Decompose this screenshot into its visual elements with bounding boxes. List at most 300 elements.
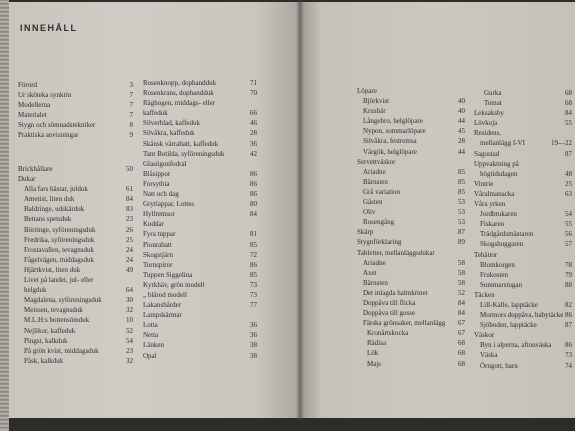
entry-title: Hjärtkvist, liten duk	[24, 265, 81, 274]
entry-title: högtidsdagen	[480, 169, 518, 178]
contents-entry	[143, 250, 257, 260]
entry-page-number: 54	[126, 336, 133, 345]
contents-entry	[18, 245, 133, 255]
contents-entry	[474, 361, 572, 371]
entry-page-number: 72	[250, 250, 257, 259]
contents-entry	[18, 164, 133, 174]
contents-entry	[18, 110, 133, 120]
entry-title: Meissen, tevagnsduk	[24, 306, 83, 315]
contents-entry	[474, 179, 572, 189]
contents-entry	[357, 227, 465, 237]
entry-page-number: 80	[250, 200, 257, 209]
contents-entry	[18, 90, 133, 100]
contents-entry	[18, 225, 133, 235]
entry-page-number: 56	[565, 230, 572, 239]
entry-page-number: 30	[126, 296, 133, 305]
entry-page-number: 23	[126, 215, 133, 224]
contents-entry	[18, 184, 133, 194]
entry-title: Vintrie	[474, 179, 494, 188]
entry-title: Lotta	[143, 321, 158, 330]
contents-entry	[357, 147, 465, 157]
entry-page-number: 49	[126, 265, 133, 274]
contents-entry	[474, 219, 572, 229]
entry-title: Netta	[143, 331, 159, 340]
contents-entry	[143, 78, 257, 88]
entry-page-number: 81	[250, 230, 257, 239]
contents-entry	[143, 260, 257, 270]
entry-title: Fågelvägen, middagsduk	[24, 255, 94, 264]
entry-title: Örngott, barn	[480, 361, 518, 370]
contents-entry	[474, 229, 572, 239]
contents-entry	[18, 130, 133, 140]
entry-page-number: 42	[250, 149, 257, 158]
entry-title: Blomkorgen	[480, 260, 515, 269]
entry-page-number: 57	[565, 240, 572, 249]
entry-title: Doppåva till gosse	[363, 309, 416, 318]
entry-title: Servettväskor	[357, 157, 396, 166]
entry-title: Kuddar	[143, 220, 164, 229]
entry-page-number: 82	[565, 300, 572, 309]
contents-entry	[18, 326, 133, 336]
contents-entry	[474, 149, 572, 159]
entry-page-number: 58	[458, 278, 465, 287]
contents-entry	[18, 235, 133, 245]
entry-title: Krusbär	[363, 107, 386, 116]
contents-entry	[143, 240, 257, 250]
contents-entry	[474, 88, 572, 98]
entry-title: Tomat	[484, 99, 502, 108]
contents-entry	[357, 106, 465, 116]
entry-page-number: 68	[458, 349, 465, 358]
contents-entry	[474, 138, 572, 148]
entry-title: Vårgök, helglöpare	[363, 147, 417, 156]
contents-entry	[474, 189, 572, 199]
entry-title: Ariadne	[363, 258, 386, 267]
entry-page-number: 36	[250, 139, 257, 148]
entry-page-number: 77	[250, 301, 257, 310]
entry-page-number: 83	[126, 205, 133, 214]
entry-title: Lampskärmar	[143, 311, 182, 320]
entry-page-number: 78	[565, 260, 572, 269]
entry-page-number: 84	[250, 210, 257, 219]
entry-page-number: 7	[129, 111, 133, 120]
entry-title: mellanlägg I-VI	[480, 139, 525, 148]
entry-page-number: 36	[250, 321, 257, 330]
entry-page-number: 54	[565, 210, 572, 219]
contents-entry	[474, 199, 572, 209]
contents-entry	[143, 149, 257, 159]
entry-page-number: 24	[126, 245, 133, 254]
entry-title: Pionrabatt	[143, 240, 172, 249]
entry-title: Bettans spetsduk	[24, 215, 72, 224]
entry-page-number: 32	[126, 306, 133, 315]
contents-entry	[143, 300, 257, 310]
entry-title: Materialet	[18, 111, 47, 120]
entry-title: Det inlagda halmkrinet	[363, 288, 428, 297]
entry-title: Tabletter, mellanläggsdukar	[357, 248, 435, 257]
entry-title: Stygnförklaring	[357, 238, 402, 247]
contents-entry	[18, 356, 133, 366]
contents-entry	[357, 167, 465, 177]
entry-title: „ blårod modell	[143, 290, 187, 299]
entry-title: Forsythia	[143, 179, 170, 188]
entry-page-number: 19—22	[551, 139, 572, 148]
entry-title: Jordbrukaren	[480, 210, 517, 219]
contents-entry	[143, 199, 257, 209]
entry-page-number: 87	[458, 228, 465, 237]
entry-page-number: 67	[458, 319, 465, 328]
entry-title: M.L.H:s bottensömduk	[24, 316, 90, 325]
contents-entry	[18, 174, 133, 184]
entry-title: Täcken	[474, 290, 495, 299]
entry-title: Oliv	[363, 208, 376, 217]
contents-entry	[18, 275, 133, 285]
contents-entry	[357, 217, 465, 227]
entry-page-number: 85	[250, 270, 257, 279]
entry-title: Modellerna	[18, 101, 51, 110]
entry-title: Påsk, kalkduk	[24, 356, 64, 365]
contents-entry	[143, 98, 257, 108]
entry-page-number: 52	[458, 288, 465, 297]
contents-entry	[357, 298, 465, 308]
entry-title: Nejlikor, kaffeduk	[24, 326, 76, 335]
entry-title: Skärp	[357, 228, 374, 237]
entry-title: Fredrika, syföreningsduk	[24, 235, 95, 244]
contents-entry	[18, 80, 133, 90]
entry-title: Alla fars hästar, julduk	[24, 185, 88, 194]
contents-entry	[143, 159, 257, 169]
entry-title: Skogstjärn	[143, 250, 173, 259]
contents-entry	[357, 348, 465, 358]
entry-title: Väskor	[474, 331, 495, 340]
contents-entry	[18, 285, 133, 295]
entry-page-number: 38	[250, 351, 257, 360]
entry-title: Frukosten	[480, 270, 508, 279]
contents-entry	[474, 340, 572, 350]
entry-title: Tehättor	[474, 250, 498, 259]
entry-page-number: 86	[250, 169, 257, 178]
contents-entry	[474, 290, 572, 300]
entry-page-number: 7	[129, 101, 133, 110]
entry-page-number: 84	[565, 109, 572, 118]
contents-entry	[143, 280, 257, 290]
contents-entry	[474, 300, 572, 310]
contents-entry	[143, 219, 257, 229]
contents-entry	[143, 270, 257, 280]
entry-page-number: 63	[565, 189, 572, 198]
contents-entry	[357, 136, 465, 146]
entry-title: Skånsk vårrabatt, kaffeduk	[143, 139, 219, 148]
contents-entry	[18, 346, 133, 356]
entry-title: Grytlappar, Lottes	[143, 200, 195, 209]
entry-title: Börringe, syföreningsduk	[24, 225, 96, 234]
entry-title: Trädgårdsmästaren	[480, 230, 534, 239]
entry-title: Färska grönsaker, mellanlägg	[363, 319, 446, 328]
entry-page-number: 24	[126, 255, 133, 264]
contents-entry	[474, 310, 572, 320]
entry-page-number: 9	[129, 131, 133, 140]
entry-page-number: 84	[126, 195, 133, 204]
entry-page-number: 84	[458, 298, 465, 307]
entry-title: Sjöboden, lapptäcke	[480, 321, 537, 330]
contents-entry	[18, 120, 133, 130]
entry-title: Silvåkra, kaffeduk	[143, 129, 195, 138]
entry-title: kaffeduk	[143, 109, 168, 118]
contents-entry	[143, 189, 257, 199]
contents-entry	[357, 359, 465, 369]
entry-page-number: 7	[129, 91, 133, 100]
entry-title: Mormors doppåva, babytäcke	[480, 311, 564, 320]
entry-page-number: 68	[458, 359, 465, 368]
entry-title: Ariadne	[363, 167, 386, 176]
page-gutter	[296, 0, 304, 420]
entry-title: Bärnsten	[363, 278, 388, 287]
contents-entry	[474, 350, 572, 360]
contents-entry	[357, 328, 465, 338]
entry-page-number: 67	[458, 329, 465, 338]
entry-page-number: 23	[126, 346, 133, 355]
entry-title: Majs	[367, 359, 381, 368]
entry-page-number: 50	[126, 165, 133, 173]
entry-title: Tuppen Siggelina	[143, 270, 193, 279]
entry-page-number: 85	[458, 167, 465, 176]
entry-title: Doppåva till flicka	[363, 298, 416, 307]
entry-page-number: 53	[458, 208, 465, 217]
contents-entry	[357, 207, 465, 217]
entry-title: Residens,	[474, 129, 502, 138]
contents-entry	[357, 268, 465, 278]
entry-page-number: 45	[458, 127, 465, 136]
contents-column-2	[143, 78, 257, 361]
contents-column-4	[474, 88, 572, 371]
entry-title: Bärnsten	[363, 177, 388, 186]
entry-title: Kronärtskocka	[367, 329, 409, 338]
entry-title: Kyrkhäv, grön modell	[143, 280, 205, 289]
contents-entry	[357, 116, 465, 126]
entry-title: Praktiska anvisningar	[18, 131, 79, 140]
contents-entry	[357, 197, 465, 207]
contents-entry	[143, 128, 257, 138]
entry-page-number: 40	[458, 97, 465, 106]
entry-page-number: 52	[126, 326, 133, 335]
entry-page-number: 68	[458, 339, 465, 348]
entry-page-number: 85	[458, 177, 465, 186]
entry-title: Gåsten	[363, 198, 383, 207]
entry-page-number: 28	[458, 137, 465, 146]
contents-entry	[143, 330, 257, 340]
entry-page-number: 87	[565, 321, 572, 330]
contents-entry	[474, 98, 572, 108]
entry-title: Rädisa	[367, 339, 387, 348]
entry-title: Leksaksby	[474, 109, 504, 118]
contents-entry	[143, 290, 257, 300]
contents-entry	[18, 255, 133, 265]
entry-page-number: 44	[458, 147, 465, 156]
contents-entry	[357, 86, 465, 96]
contents-entry	[143, 209, 257, 219]
contents-entry	[143, 88, 257, 98]
contents-entry	[143, 310, 257, 320]
entry-page-number: 88	[565, 280, 572, 289]
entry-page-number: 10	[126, 316, 133, 325]
contents-entry	[143, 340, 257, 350]
book-binding	[0, 0, 9, 431]
contents-entry	[18, 305, 133, 315]
entry-title: Natt och dag	[143, 190, 179, 199]
entry-title: Byn i alperna, aftonväska	[480, 341, 552, 350]
entry-title: Sommarstugan	[480, 280, 522, 289]
contents-entry	[474, 330, 572, 340]
entry-title: Löpare	[357, 87, 377, 95]
contents-entry	[357, 237, 465, 247]
entry-title: Pingst, kalkduk	[24, 336, 68, 345]
contents-entry	[474, 320, 572, 330]
entry-page-number: 48	[565, 169, 572, 178]
entry-page-number: 68	[565, 89, 572, 97]
entry-title: Frostavallen, tevagnsduk	[24, 245, 94, 254]
entry-title: Baldringe, udskärduk	[24, 205, 85, 214]
contents-entry	[474, 250, 572, 260]
contents-entry	[357, 177, 465, 187]
entry-page-number: 3	[129, 81, 133, 89]
entry-title: På grön kvist, middagsduk	[24, 346, 99, 355]
entry-title: Stygn och sömnadstekniker	[18, 121, 96, 130]
contents-entry	[357, 338, 465, 348]
contents-entry	[18, 315, 133, 325]
entry-title: Lakansbårder	[143, 301, 182, 310]
entry-title: Väska	[480, 351, 498, 360]
contents-entry	[357, 248, 465, 258]
entry-title: Livet på landet, jul- eller	[24, 276, 94, 285]
entry-title: Axet	[363, 268, 377, 277]
entry-title: Blåsippor	[143, 169, 171, 178]
contents-entry	[474, 270, 572, 280]
entry-page-number: 86	[565, 311, 572, 320]
entry-page-number: 61	[126, 185, 133, 194]
entry-page-number: 73	[250, 280, 257, 289]
contents-entry	[143, 139, 257, 149]
entry-page-number: 46	[250, 119, 257, 128]
contents-entry	[18, 265, 133, 275]
contents-entry	[474, 118, 572, 128]
contents-entry	[143, 320, 257, 330]
entry-title: Räghogen, middags- eller	[143, 99, 216, 108]
entry-page-number: 64	[126, 286, 133, 295]
entry-page-number: 86	[565, 341, 572, 350]
contents-entry	[474, 169, 572, 179]
contents-heading: INNEHÅLL	[20, 23, 78, 33]
entry-title: Uppvaktning på	[474, 159, 519, 168]
entry-title: Våralmanacka	[474, 189, 515, 198]
contents-entry	[474, 280, 572, 290]
entry-page-number: 73	[250, 290, 257, 299]
contents-entry	[357, 258, 465, 268]
entry-page-number: 85	[250, 240, 257, 249]
contents-entry	[143, 351, 257, 361]
entry-page-number: 58	[458, 268, 465, 277]
entry-page-number: 84	[458, 309, 465, 318]
entry-page-number: 74	[565, 361, 572, 370]
contents-entry	[18, 204, 133, 214]
contents-entry	[357, 288, 465, 298]
contents-entry	[357, 157, 465, 167]
entry-title: Brickhållare	[18, 165, 53, 173]
entry-page-number: 87	[565, 149, 572, 158]
entry-title: Rosenknopp, dophandduk	[143, 79, 217, 87]
contents-entry	[143, 169, 257, 179]
entry-title: Magdalena, syföreningsduk	[24, 296, 102, 305]
contents-entry	[357, 278, 465, 288]
contents-entry	[474, 159, 572, 169]
entry-page-number: 71	[250, 79, 257, 87]
contents-entry	[143, 108, 257, 118]
entry-title: Tornspiror	[143, 260, 173, 269]
contents-entry	[474, 128, 572, 138]
contents-entry	[143, 118, 257, 128]
contents-entry	[18, 336, 133, 346]
entry-page-number: 86	[250, 190, 257, 199]
entry-page-number: 40	[458, 107, 465, 116]
entry-page-number: 70	[250, 89, 257, 98]
entry-page-number: 44	[458, 117, 465, 126]
entry-title: Opal	[143, 351, 157, 360]
entry-page-number: 8	[129, 121, 133, 130]
entry-title: helgduk	[24, 286, 47, 295]
entry-page-number: 38	[250, 341, 257, 350]
entry-title: Fiskaren	[480, 220, 505, 229]
entry-title: Länken	[143, 341, 164, 350]
entry-title: Långebro, helglöpare	[363, 117, 423, 126]
entry-title: Hyllremsor	[143, 210, 175, 219]
entry-title: Lövkoja	[474, 119, 498, 128]
contents-entry	[357, 187, 465, 197]
entry-title: Fyra tuppar	[143, 230, 176, 239]
entry-title: Gurka	[484, 89, 502, 97]
contents-entry	[143, 229, 257, 239]
entry-page-number: 55	[565, 119, 572, 128]
contents-column-1a	[18, 80, 133, 141]
entry-title: Nypon, sommarlöpare	[363, 127, 426, 136]
entry-title: Rosengång	[363, 218, 395, 227]
entry-page-number: 25	[126, 235, 133, 244]
contents-entry	[143, 179, 257, 189]
entry-page-number: 28	[250, 129, 257, 138]
contents-entry	[357, 96, 465, 106]
contents-entry	[357, 308, 465, 318]
entry-page-number: 36	[250, 331, 257, 340]
entry-title: Lök	[367, 349, 379, 358]
entry-title: Silverblad, kaffeduk	[143, 119, 201, 128]
entry-title: Lill-Kalle, lapptäcke	[480, 300, 538, 309]
entry-title: Dukar	[18, 175, 36, 184]
entry-page-number: 25	[565, 179, 572, 188]
entry-page-number: 58	[458, 258, 465, 267]
entry-page-number: 26	[126, 225, 133, 234]
contents-entry	[474, 108, 572, 118]
entry-title: Ur sköteka synkrin	[18, 91, 72, 100]
entry-title: Rosenkrans, dophandduk	[143, 89, 214, 98]
entry-page-number: 53	[458, 198, 465, 207]
entry-page-number: 79	[565, 270, 572, 279]
entry-title: Björkvist	[363, 97, 390, 106]
contents-column-1b	[18, 164, 133, 366]
contents-entry	[18, 295, 133, 305]
contents-entry	[18, 100, 133, 110]
entry-title: Tant Botilda, syföreningsduk	[143, 149, 225, 158]
contents-entry	[474, 239, 572, 249]
contents-column-3	[357, 86, 465, 369]
entry-title: Glasögonfodral	[143, 159, 187, 168]
